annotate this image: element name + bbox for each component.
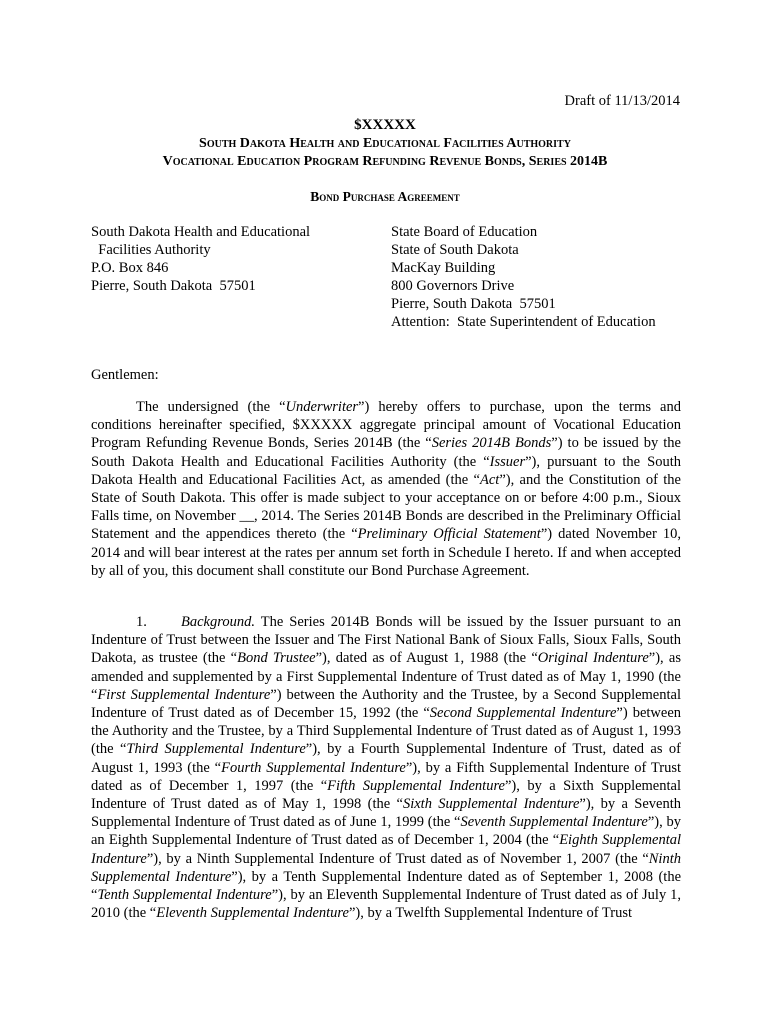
section-heading: Background. xyxy=(181,614,255,630)
address-line: Pierre, South Dakota 57501 xyxy=(91,278,256,294)
offer-paragraph: The undersigned (the “Underwriter”) hereby offers to purchase, upon the terms and conditions hereinafter specified, $XXXXX aggregate principal amount of Vocational Education Program Refunding Revenue Bonds, Series 2014B (the “Series 2014B Bonds”) to be issued by the South Dakota Health and Educational Facilities Authority (the “Issuer”), pursuant to the South Dakota Health and Educational Facilities Act, as amended (the “Act”), and the Constitution of the State of South Dakota. This offer is made subject to your acceptance on or before 4:00 p.m., Sioux Falls time, on November __, 2014. The Series 2014B Bonds are described in the Preliminary Official Statement and the appendices thereto (the “Preliminary Official Statement”) dated November 10, 2014 and will bear interest at the rates per annum set forth in Schedule I hereto. If and when accepted by all of you, this document shall constitute our Bond Purchase Agreement. xyxy=(91,399,681,579)
address-line: 800 Governors Drive xyxy=(391,278,515,294)
address-line: Facilities Authority xyxy=(91,242,211,258)
bond-amount: $XXXXX xyxy=(354,117,416,133)
bond-series: Vocational Education Program Refunding Revenue Bonds, Series 2014B xyxy=(162,154,608,169)
issuer-name: South Dakota Health and Educational Facilities Authority xyxy=(199,136,571,151)
address-line: MacKay Building xyxy=(391,260,496,276)
address-board xyxy=(391,223,656,331)
address-line: South Dakota Health and Educational xyxy=(91,224,311,240)
section-number: 1. xyxy=(136,614,147,630)
draft-date: Draft of 11/13/2014 xyxy=(564,93,680,109)
address-issuer xyxy=(91,223,310,295)
document-title: Bond Purchase Agreement xyxy=(310,189,460,204)
address-line: Pierre, South Dakota 57501 xyxy=(391,296,556,312)
address-line: Attention: State Superintendent of Education xyxy=(391,314,656,330)
address-line: State of South Dakota xyxy=(391,242,519,258)
address-line: State Board of Education xyxy=(391,224,538,240)
address-line: P.O. Box 846 xyxy=(91,260,169,276)
salutation: Gentlemen: xyxy=(91,367,159,383)
background-paragraph: 1. Background. The Series 2014B Bonds will be issued by the Issuer pursuant to an Indenture of Trust between the Issuer and The First National Bank of Sioux Falls, Sioux Falls, South Dakota, as trustee (the “Bond Trustee”), dated as of August 1, 1988 (the “Original Indenture”), as amended and supplemented by a First Supplemental Indenture of Trust dated as of May 1, 1990 (the “First Supplemental Indenture”) between the Authority and the Trustee, by a Second Supplemental Indenture of Trust dated as of December 15, 1992 (the “Second Supplemental Indenture”) between the Authority and the Trustee, by a Third Supplemental Indenture of Trust dated as of August 1, 1993 (the “Third Supplemental Indenture”), by a Fourth Supplemental Indenture of Trust, dated as of August 1, 1993 (the “Fourth Supplemental Indenture”), by a Fifth Supplemental Indenture of Trust dated as of December 1, 1997 (the “Fifth Supplemental Indenture”), by a Sixth Supplemental Indenture of Trust dated as of May 1, 1998 (the “Sixth Supplemental Indenture”), by a Seventh Supplemental Indenture of Trust dated as of June 1, 1999 (the “Seventh Supplemental Indenture”), by an Eighth Supplemental Indenture of Trust dated as of December 1, 2004 (the “Eighth Supplemental Indenture”), by a Ninth Supplemental Indenture of Trust dated as of November 1, 2007 (the “Ninth Supplemental Indenture”), by a Tenth Supplemental Indenture dated as of September 1, 2008 (the “Tenth Supplemental Indenture”), by an Eleventh Supplemental Indenture of Trust dated as of July 1, 2010 (the “Eleventh Supplemental Indenture”), by a Twelfth Supplemental Indenture of Trust xyxy=(91,614,682,922)
